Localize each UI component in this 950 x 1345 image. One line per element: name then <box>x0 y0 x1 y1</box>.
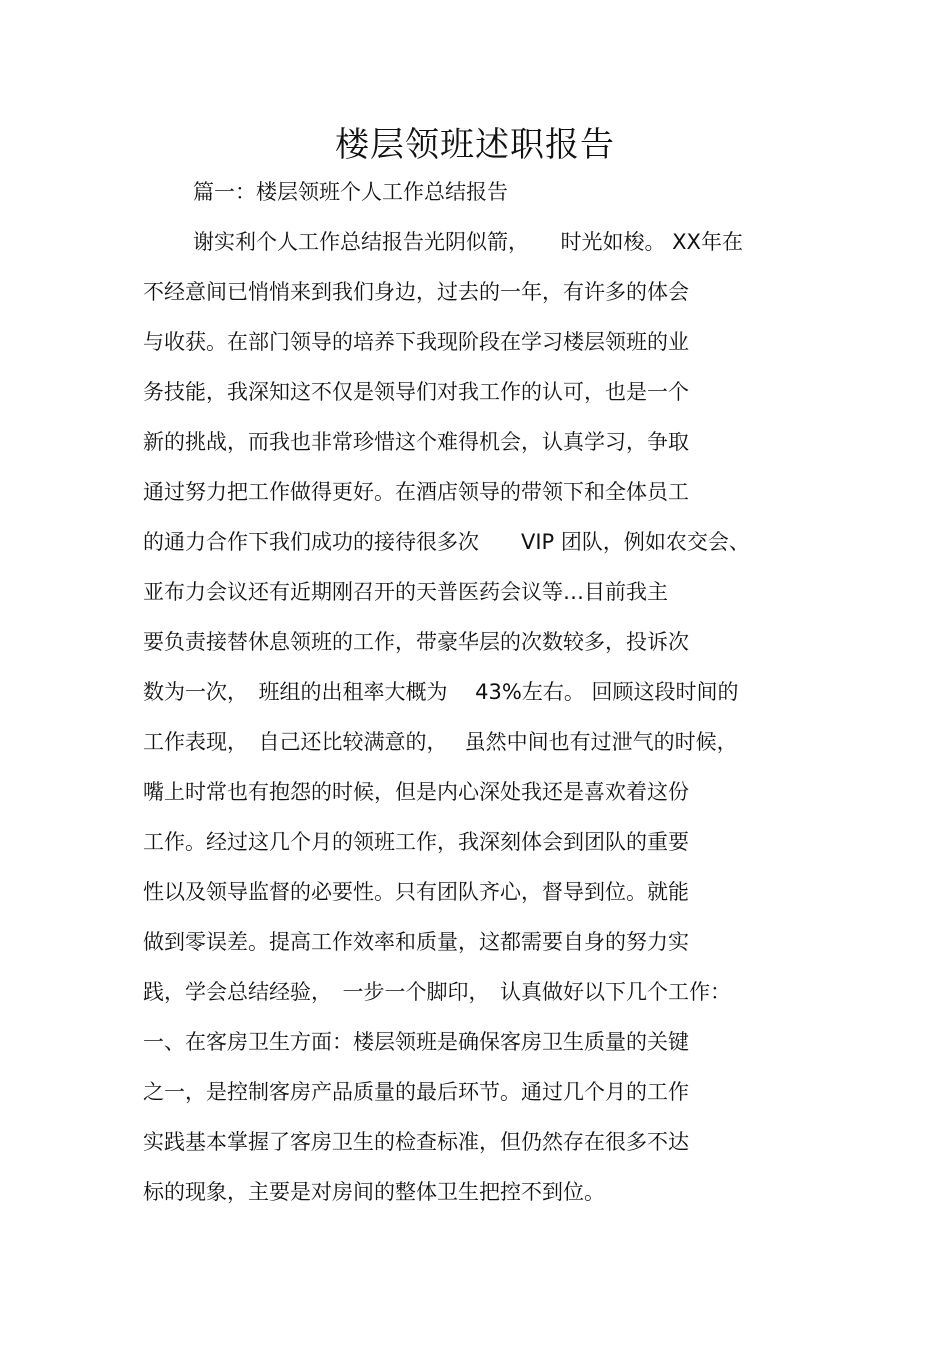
paragraph-line: 的通力合作下我们成功的接待很多次 VIP 团队，例如农交会、 <box>143 530 750 554</box>
paragraph-line: 新的挑战，而我也非常珍惜这个难得机会，认真学习，争取 <box>143 430 689 454</box>
paragraph-line: 不经意间已悄悄来到我们身边，过去的一年，有许多的体会 <box>143 280 689 304</box>
paragraph-line: 之一，是控制客房产品质量的最后环节。通过几个月的工作 <box>143 1080 689 1104</box>
paragraph-line: 性以及领导监督的必要性。只有团队齐心，督导到位。就能 <box>143 880 689 904</box>
paragraph-line: 工作。经过这几个月的领班工作，我深刻体会到团队的重要 <box>143 830 689 854</box>
paragraph-line: 数为一次， 班组的出租率大概为 43%左右。 回顾这段时间的 <box>143 680 739 704</box>
paragraph-line: 与收获。在部门领导的培养下我现阶段在学习楼层领班的业 <box>143 330 689 354</box>
document-title: 楼层领班述职报告 <box>335 125 615 165</box>
paragraph-line: 实践基本掌握了客房卫生的检查标准，但仍然存在很多不达 <box>143 1130 689 1154</box>
paragraph-line: 工作表现， 自己还比较满意的， 虽然中间也有过泄气的时候， <box>143 730 738 754</box>
document-subtitle: 篇一：楼层领班个人工作总结报告 <box>193 180 508 204</box>
paragraph-line: 亚布力会议还有近期刚召开的天普医药会议等…目前我主 <box>143 580 668 604</box>
paragraph-line: 要负责接替休息领班的工作，带豪华层的次数较多，投诉次 <box>143 630 689 654</box>
paragraph-line: 务技能，我深知这不仅是领导们对我工作的认可，也是一个 <box>143 380 689 404</box>
paragraph-line: 做到零误差。提高工作效率和质量，这都需要自身的努力实 <box>143 930 689 954</box>
paragraph-line: 一、在客房卫生方面：楼层领班是确保客房卫生质量的关键 <box>143 1030 689 1054</box>
paragraph-line: 嘴上时常也有抱怨的时候，但是内心深处我还是喜欢着这份 <box>143 780 689 804</box>
paragraph-line: 谢实利个人工作总结报告光阴似箭， 时光如梭。 XX年在 <box>193 230 743 254</box>
paragraph-line: 标的现象，主要是对房间的整体卫生把控不到位。 <box>143 1180 605 1204</box>
paragraph-line: 通过努力把工作做得更好。在酒店领导的带领下和全体员工 <box>143 480 689 504</box>
paragraph-line: 践，学会总结经验， 一步一个脚印， 认真做好以下几个工作： <box>143 980 731 1004</box>
